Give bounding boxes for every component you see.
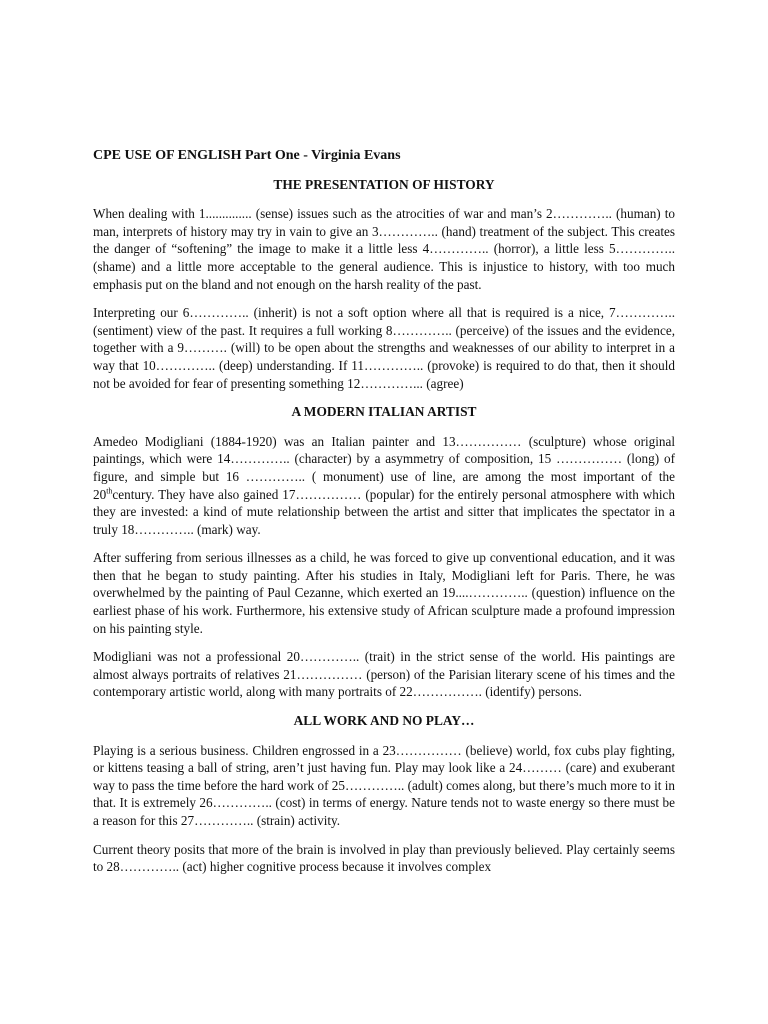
- section-title-italian-artist: A MODERN ITALIAN ARTIST: [291, 404, 477, 420]
- document-page: [93, 147, 675, 887]
- paragraph: [93, 433, 675, 539]
- paragraph: When dealing with 1.............. (sense) issues such as the atrocities of war and man’s 2………….. (human) to man, interprets of history may try in vain to give an 3………….. (hand) treatment of the subject. This creates the danger of “softening” the image to make it a little less 4………….. (horror), a little less 5………….. (shame) and a little more acceptable to the general audience. This is injustice to history, with too much emphasis put on the bland and not enough on the harsh reality of the past.: [93, 206, 675, 292]
- paragraph: Current theory posits that more of the brain is involved in play than previously believed. Play certainly seems to 28………….. (act) higher cognitive process because it involves complex: [93, 841, 675, 875]
- paragraph: Interpreting our 6………….. (inherit) is not a soft option where all that is required is a nice, 7………….. (sentiment) view of the past. It requires a full working 8………….. (perceive) of the issues and the evidence, together with a 9………. (will) to be open about the strengths and weaknesses of our ability to interpret in a way that 10………….. (deep) understanding. If 11………….. (provoke) is required to do that, then it should not be avoided for fear of presenting something 12…………... (agree): [93, 305, 675, 391]
- paragraph: Modigliani was not a professional 20………….. (trait) in the strict sense of the world. His paintings are almost always portraits of relatives 21…………… (person) of the Parisian literary scene of his times and the contemporary artistic world, along with many portraits of 22……………. (identify) persons.: [93, 649, 675, 700]
- section-title-history: THE PRESENTATION OF HISTORY: [273, 176, 495, 192]
- paragraph: Playing is a serious business. Children engrossed in a 23…………… (believe) world, fox cubs play fighting, or kittens teasing a ball of string, aren’t just having fun. Play may look like a 24……… (care) and exuberant way to pass the time before the hard work of 25………….. (adult) comes along, but there’s much more to it in that. It is extremely 26………….. (cost) in terms of energy. Nature tends not to waste energy so there must be a reason for this 27………….. (strain) activity.: [93, 742, 675, 828]
- paragraph-text: century. They have also gained 17…………… (popular) for the entirely personal atmosphere with which they are invested: a kind of mute relationship between the artist and sitter that implicates the spectator in a truly 18………….. (mark) way.: [93, 486, 675, 537]
- paragraph-text: Amedeo Modigliani (1884-1920) was an Italian painter and 13…………… (sculpture) whose original paintings, which were 14………….. (character) by a asymmetry of composition, 15 …………… (long) of figure, and simple but 16 ………….. ( monument) use of line, are among the most important of the 20: [93, 433, 675, 502]
- ordinal-suffix: th: [106, 486, 113, 496]
- section-title-work-and-play: ALL WORK AND NO PLAY…: [293, 713, 475, 729]
- paragraph: After suffering from serious illnesses as a child, he was forced to give up conventional education, and it was then that he began to study painting. After his studies in Italy, Modigliani left for Paris. There, he was overwhelmed by the painting of Paul Cezanne, which exerted an 19....………….. (question) influence on the earliest phase of his work. Furthermore, his extensive study of African sculpture made a profound impression on his painting style.: [93, 550, 675, 636]
- document-title: CPE USE OF ENGLISH Part One - Virginia Evans: [93, 148, 401, 163]
